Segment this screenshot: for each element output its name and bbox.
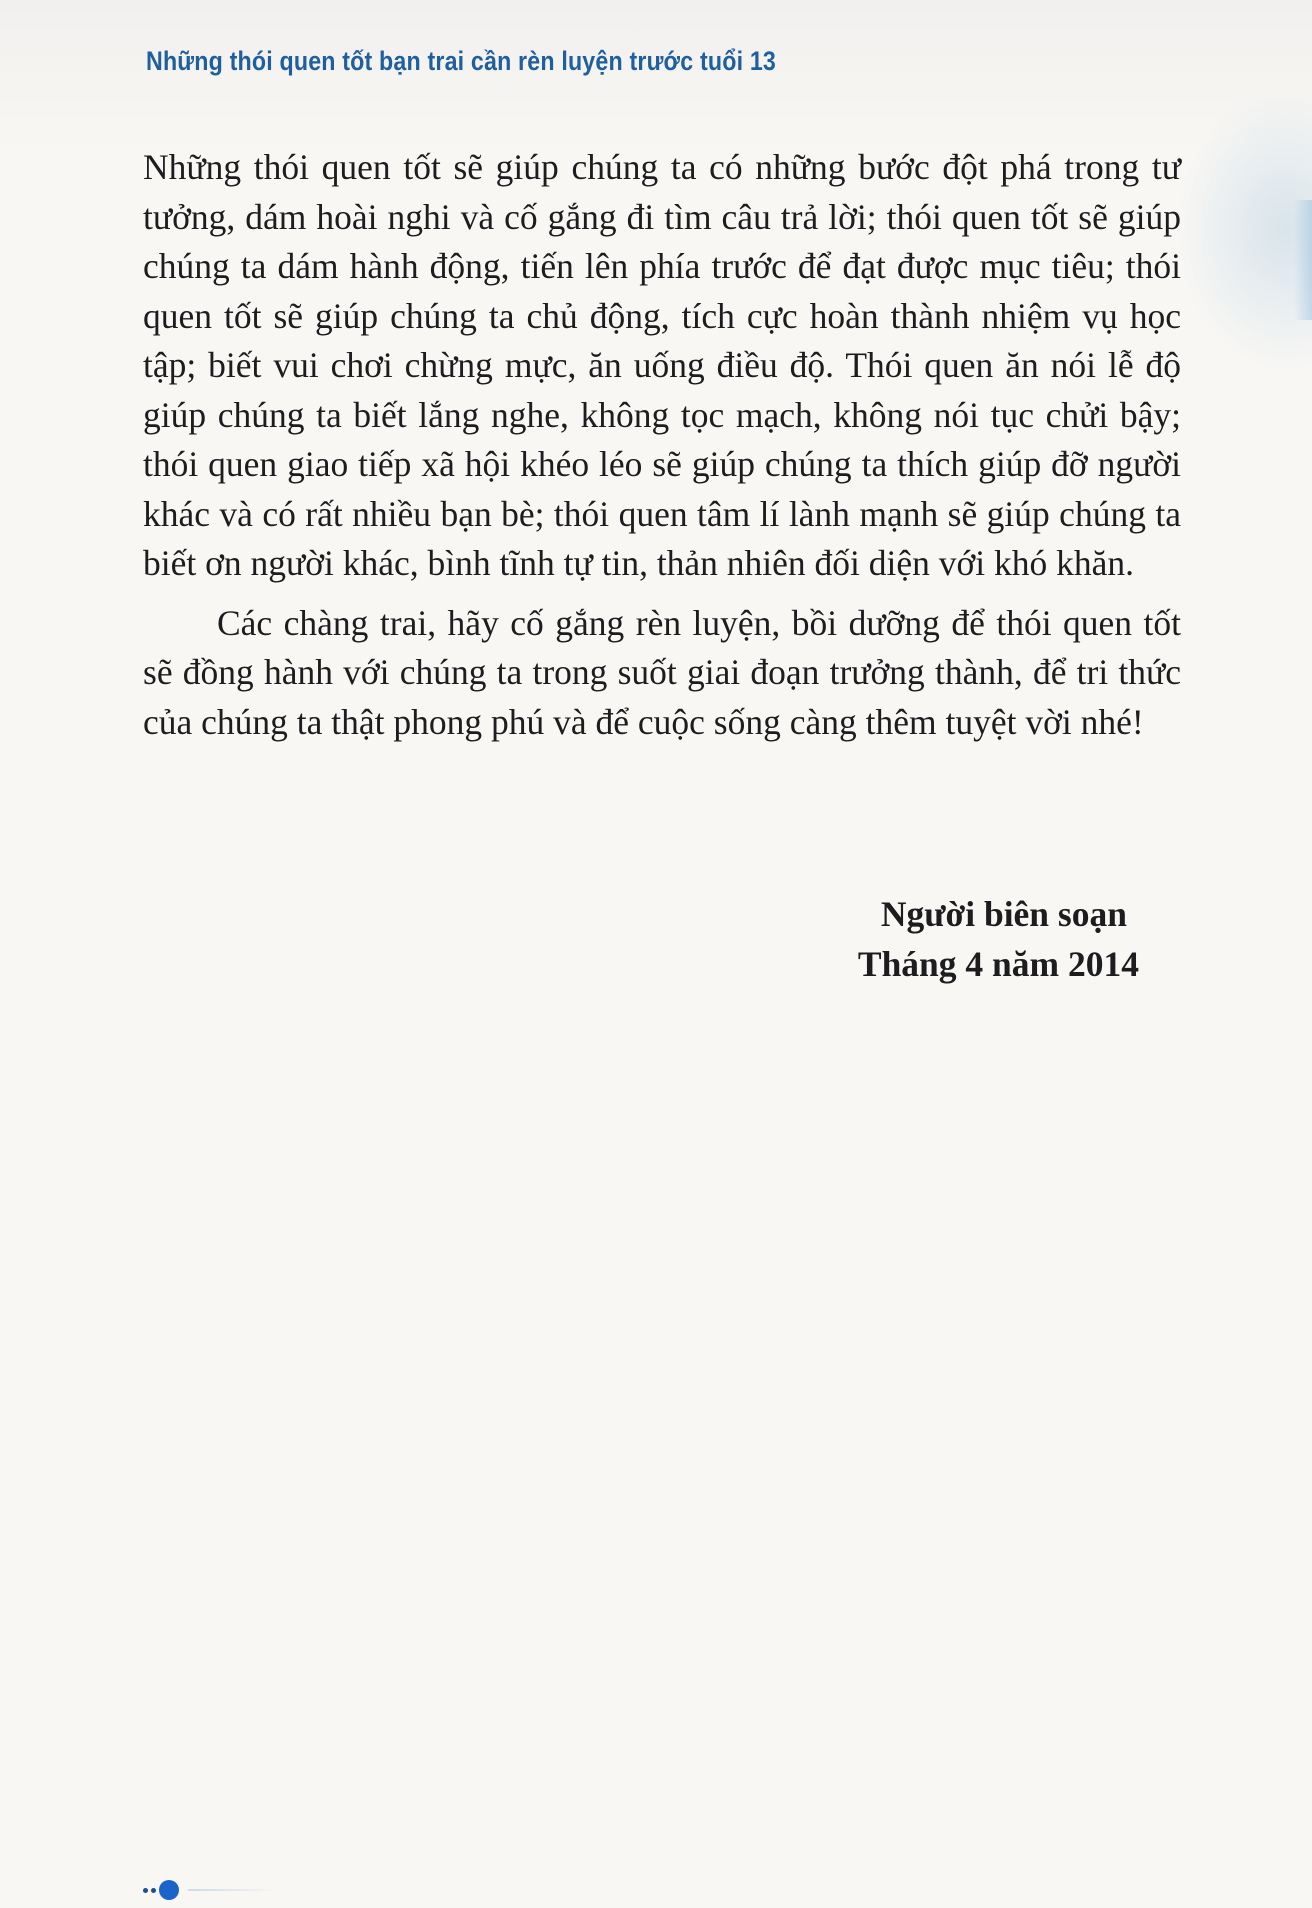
signature-author: Người biên soạn (880, 894, 1127, 934)
page-corner-ornament (143, 1880, 278, 1900)
signature-date: Tháng 4 năm 2014 (857, 944, 1139, 984)
paragraph-2: Các chàng trai, hãy cố gắng rèn luyện, bồi dưỡng để thói quen tốt sẽ đồng hành với chúng ta trong suốt giai đoạn trưởng thành, để tri thức của chúng ta thật phong phú và để cuộc sống càng thêm tuyệt vời nhé! (143, 602, 1181, 742)
ornament-circle-icon (159, 1880, 179, 1900)
running-header: Những thói quen tốt bạn trai cần rèn luyện trước tuổi 13 (146, 46, 776, 76)
page-edge-tint (1294, 200, 1312, 320)
signature-block (858, 889, 1139, 989)
ornament-dot-icon (143, 1888, 148, 1893)
paragraph-1: Những thói quen tốt sẽ giúp chúng ta có những bước đột phá trong tư tưởng, dám hoài nghi và cố gắng đi tìm câu trả lời; thói quen tốt sẽ giúp chúng ta dám hành động, tiến lên phía trước để đạt được mục tiêu; thói quen tốt sẽ giúp chúng ta chủ động, tích cực hoàn thành nhiệm vụ học tập; biết vui chơi chừng mực, ăn uống điều độ. Thói quen ăn nói lễ độ giúp chúng ta biết lắng nghe, không tọc mạch, không nói tục chửi bậy; thói quen giao tiếp xã hội khéo léo sẽ giúp chúng ta thích giúp đỡ người khác và có rất nhiều bạn bè; thói quen tâm lí lành mạnh sẽ giúp chúng ta biết ơn người khác, bình tĩnh tự tin, thản nhiên đối diện với khó khăn. (143, 147, 1181, 583)
ornament-dot-icon (151, 1888, 156, 1893)
body-text (143, 143, 1181, 747)
ornament-swoosh (188, 1889, 278, 1891)
